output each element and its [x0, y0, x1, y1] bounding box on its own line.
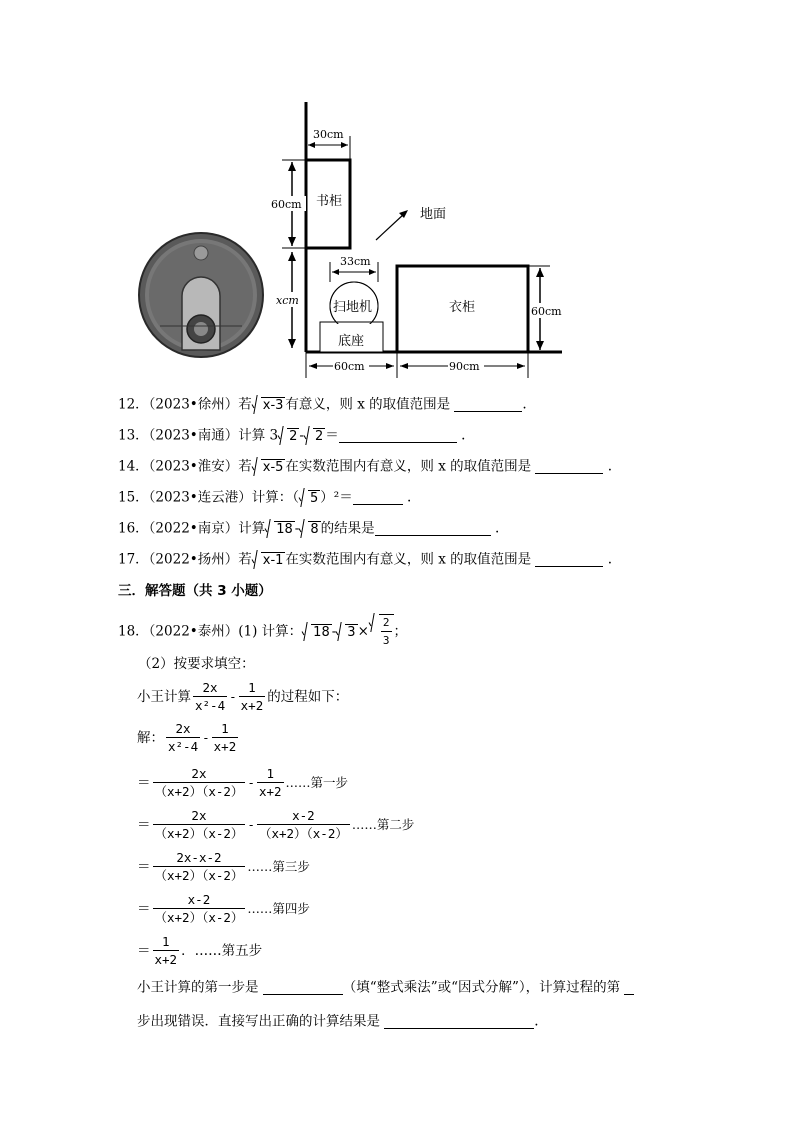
dim-60cm-wardrobe-label: 60cm: [531, 305, 562, 318]
dim-60cm-bookcase-label: 60cm: [271, 198, 302, 211]
answer-blank-16[interactable]: [375, 521, 491, 536]
question-18-part2: （2）按要求填空：: [138, 656, 255, 672]
sqrt-3-q18: 3: [336, 623, 357, 641]
bookcase-label: 书柜: [316, 194, 343, 209]
step-5-line: ＝ $\frac{1}{x+2}$ ．……第五步: [137, 934, 263, 967]
dim-x-label: xcm: [276, 294, 299, 307]
sqrt-8: 8: [299, 520, 320, 538]
question-12: 12．（2023•徐州）若 x-3 有意义，则 x 的取值范围是 .: [118, 396, 527, 413]
fill-line-1: 小王计算的第一步是 （填“整式乘法”或“因式分解”），计算过程的第: [137, 978, 634, 997]
question-18-part1: 18．（2022•泰州）(1) 计算： 18 - 3 × $\frac{2}{3}$ ；: [118, 616, 407, 647]
fill-line-2: 步出现错误．直接写出正确的计算结果是 .: [137, 1013, 539, 1030]
robot-label: 扫地机: [333, 300, 373, 315]
question-14: 14．（2023•淮安）若 x-5 在实数范围内有意义，则 x 的取值范围是 .: [118, 458, 612, 475]
answer-blank-13[interactable]: [339, 428, 457, 443]
question-16: 16．（2022•南京）计算 18 - 8 的结果是 .: [118, 520, 500, 537]
answer-blank-12[interactable]: [454, 397, 522, 412]
dim-30cm-label: 30cm: [313, 128, 344, 141]
question-15: 15．（2023•连云港）计算：（ 5 ）²＝ .: [118, 489, 412, 506]
answer-blank-correct-result[interactable]: [384, 1014, 534, 1029]
step-1-line: ＝ $\frac{2x}{(x+2)(x-2)}$ - $\frac{1}{x+2}$ ……第一步: [137, 766, 349, 799]
step-4-line: ＝ $\frac{x-2}{(x+2)(x-2)}$ ……第四步: [137, 892, 310, 925]
sqrt-5: 5: [299, 489, 320, 507]
robot-vacuum-image: [139, 233, 263, 357]
figure-diagram: [0, 0, 794, 390]
intro-line: 小王计算 $\frac{2x}{\text{x²-4}}$ - $\frac{1}{x+2}$ 的过程如下：: [137, 680, 349, 713]
answer-blank-15[interactable]: [353, 490, 403, 505]
sqrt-2b: 2: [304, 427, 325, 445]
sqrt-18-q18: 18: [302, 623, 332, 641]
answer-blank-14[interactable]: [535, 459, 603, 474]
answer-blank-first-step[interactable]: [263, 980, 343, 995]
step-3-line: ＝ $\frac{2x-x-2}{(x+2)(x-2)}$ ……第三步: [137, 850, 310, 883]
sqrt-2a: 2: [278, 427, 299, 445]
dim-60cm-bottom-label: 60cm: [334, 360, 365, 373]
dim-90cm-bottom-label: 90cm: [449, 360, 480, 373]
sqrt-x-3: x-3: [252, 396, 286, 414]
sqrt-18: 18: [265, 520, 295, 538]
question-17: 17．（2022•扬州）若 x-1 在实数范围内有意义，则 x 的取值范围是 .: [118, 551, 612, 568]
base-label: 底座: [338, 334, 365, 349]
step-2-line: ＝ $\frac{2x}{(x+2)(x-2)}$ - $\frac{x-2}{(x+2)(x-2)}$ ……第二步: [137, 808, 415, 841]
solution-line: 解： $\frac{2x}{\text{x²-4}}$ - $\frac{1}{x+2}$: [137, 721, 237, 754]
sqrt-x-1: x-1: [252, 551, 286, 569]
answer-blank-error-step[interactable]: [624, 980, 634, 995]
ground-label: 地面: [420, 207, 447, 222]
sqrt-frac-2-3: $\frac{2}{3}$: [369, 614, 394, 649]
question-13: 13．（2023•南通）计算 3 2 - 2 ＝ .: [118, 427, 466, 444]
sqrt-x-5: x-5: [252, 458, 286, 476]
section-3-heading: 三．解答题（共 3 小题）: [118, 583, 272, 599]
wardrobe-label: 衣柜: [449, 300, 476, 315]
dim-33cm-label: 33cm: [340, 255, 371, 268]
answer-blank-17[interactable]: [535, 552, 603, 567]
